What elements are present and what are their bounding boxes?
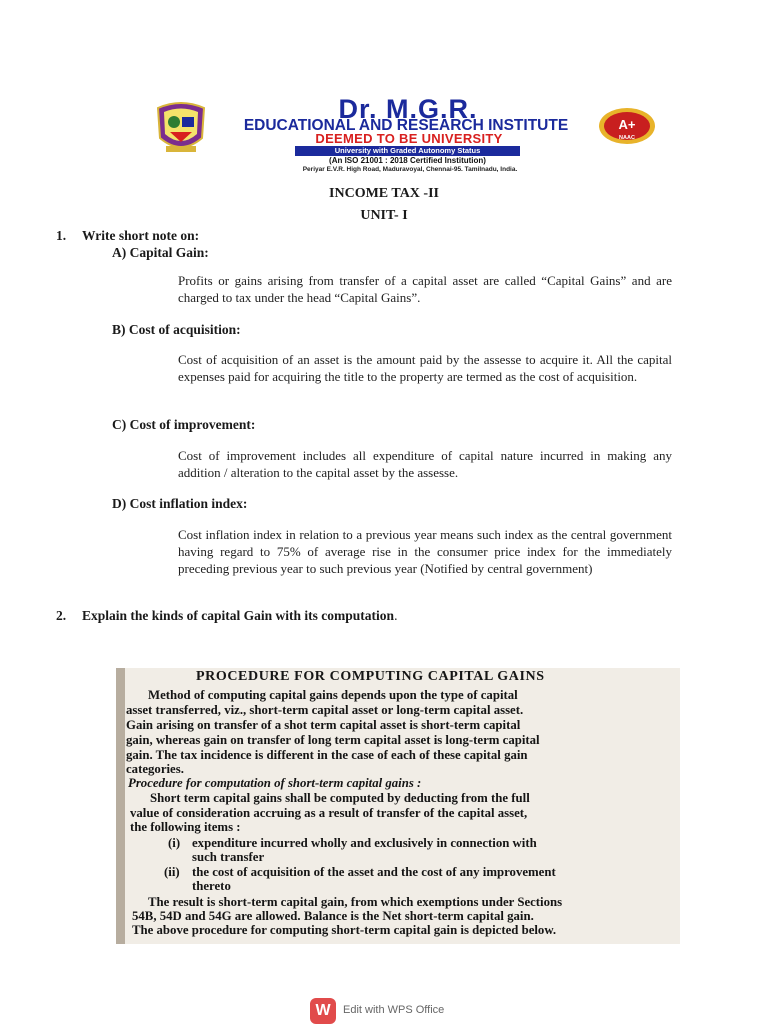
section-b-heading: B) Cost of acquisition: [112,322,241,337]
question-2 [56,608,397,624]
question-1 [56,228,199,244]
scan-item-number: (ii) [164,865,180,879]
scan-item-line: such transfer [192,850,265,864]
deemed-university-label: DEEMED TO BE UNIVERSITY [315,131,503,146]
scanned-textbook-image [116,668,680,944]
section-b-text: Cost of acquisition of an asset is the amount paid by the assesse to acquire it. All the capital expenses paid for acquiring the title to the property are termed as the cost of acquisition. [178,352,672,384]
question-2-text: Explain the kinds of capital Gain with its computation [82,608,395,623]
scan-line: Method of computing capital gains depends upon the type of capital [148,688,518,702]
scan-line: gain, whereas gain on transfer of long term capital asset is long-term capital [126,733,540,747]
institution-address: Periyar E.V.R. High Road, Maduravoyal, Chennai-95. Tamilnadu, India. [302,166,518,173]
wps-logo-icon[interactable]: W [310,998,336,1024]
section-d-heading: D) Cost inflation index: [112,496,248,511]
section-c-text: Cost of improvement includes all expenditure of capital nature incurred in making any addition / alteration to the capital asset by the assesse. [178,448,672,480]
scan-title: PROCEDURE FOR COMPUTING CAPITAL GAINS [196,669,545,684]
question-1-number: 1. [56,228,67,243]
scan-line: The above procedure for computing short-term capital gain is depicted below. [132,923,557,937]
scan-line: 54B, 54D and 54G are allowed. Balance is the Net short-term capital gain. [132,909,534,923]
section-a-text: Profits or gains arising from transfer of a capital asset are called “Capital Gains” and are charged to tax under the head “Capital Gains”. [178,273,672,305]
question-2-number: 2. [56,608,67,623]
scan-subheading: Procedure for computation of short-term capital gains : [128,776,422,790]
naac-grade: A+ [618,117,636,132]
document-title: INCOME TAX -II [329,186,439,201]
institution-name-title: Dr. M.G.R. [338,94,478,124]
scan-line: categories. [126,762,184,776]
scan-item-line: expenditure incurred wholly and exclusively in connection with [192,836,537,850]
scan-line: the following items : [130,820,241,834]
section-c-heading: C) Cost of improvement: [112,417,256,432]
question-2-period: . [394,608,398,623]
scan-item-number: (i) [168,836,181,850]
scan-line: gain. The tax incidence is different in the case of each of these capital gain [126,748,528,762]
autonomy-banner: University with Graded Autonomy Status [295,146,520,156]
scan-line: asset transferred, viz., short-term capital asset or long-term capital asset. [126,703,524,717]
naac-badge-icon [597,106,657,146]
scan-line: Short term capital gains shall be computed by deducting from the full [150,791,530,805]
university-crest-icon [150,100,212,158]
scan-item-line: the cost of acquisition of the asset and the cost of any improvement [192,865,556,879]
edit-with-wps-link[interactable]: Edit with WPS Office [343,1004,445,1016]
iso-certification: (An ISO 21001 : 2018 Certified Institution) [329,156,486,165]
scan-page-edge [116,668,125,944]
naac-label: NAAC [619,135,635,141]
section-d-text: Cost inflation index in relation to a previous year means such index as the central government having regard to 75% of average rise in the consumer price index for the immediately preceding previous year to such previous year (Notified by central government) [178,527,672,576]
scan-item-line: thereto [192,879,231,893]
wps-footer[interactable] [310,996,470,1026]
scan-line: Gain arising on transfer of a shot term capital asset is short-term capital [126,718,521,732]
institution-letterhead [150,96,670,176]
question-1-text: Write short note on: [82,228,200,243]
institution-name: EDUCATIONAL AND RESEARCH INSTITUTE [243,117,569,134]
scan-line: value of consideration accruing as a result of transfer of the capital asset, [130,806,528,820]
scan-line: The result is short-term capital gain, from which exemptions under Sections [148,895,563,909]
unit-title: UNIT- I [360,208,408,223]
section-a-heading: A) Capital Gain: [112,245,209,260]
